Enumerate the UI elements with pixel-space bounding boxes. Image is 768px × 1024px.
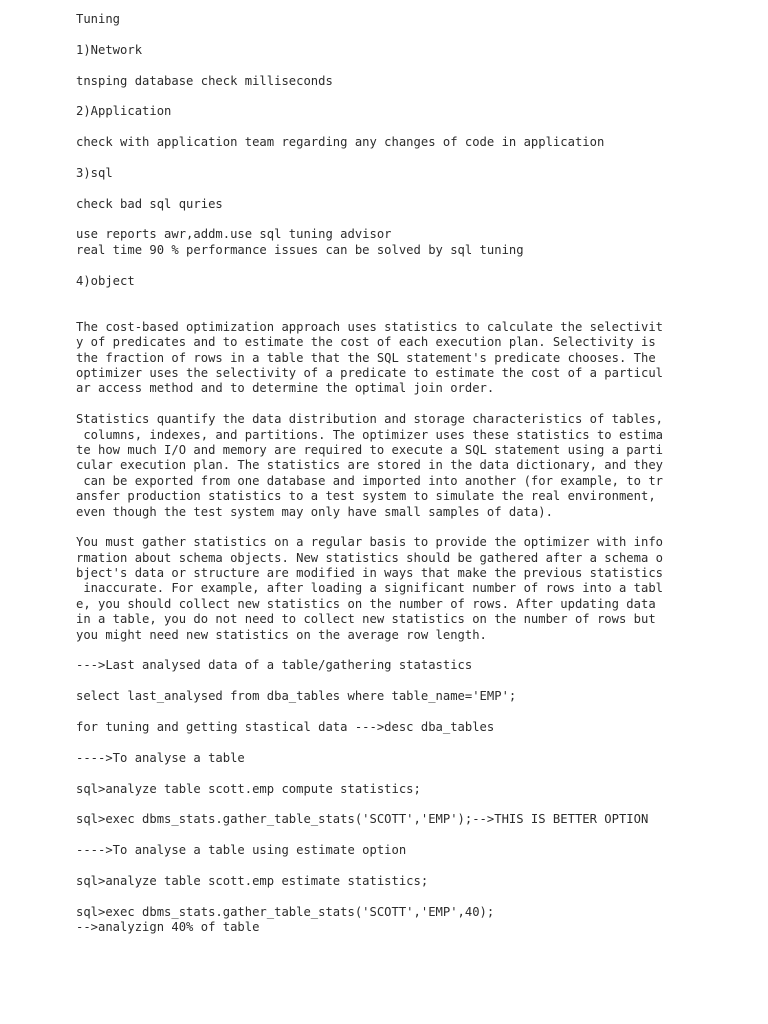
blank-line [76, 520, 756, 535]
blank-line [76, 735, 756, 750]
network-note: tnsping database check milliseconds [76, 73, 333, 88]
stats-note: for tuning and getting stastical data --->desc dba_tables [76, 719, 495, 734]
blank-line [76, 674, 756, 689]
paragraph-cbo-line: ar access method and to determine the optimal join order. [76, 381, 495, 396]
paragraph-statistics-line: even though the test system may only have small samples of data). [76, 504, 553, 519]
blank-line [76, 27, 756, 42]
reports-line: use reports awr,addm.use sql tuning advisor [76, 227, 392, 242]
blank-line [76, 705, 756, 720]
section-network: 1)Network [76, 42, 143, 57]
paragraph-gather-line: rmation about schema objects. New statistics should be gathered after a schema o [76, 550, 663, 565]
paragraph-gather-line: e, you should collect new statistics on the number of rows. After updating data [76, 596, 656, 611]
estimate-command: sql>analyze table scott.emp estimate statistics; [76, 873, 429, 888]
document-page [76, 12, 756, 935]
blank-line [76, 766, 756, 781]
paragraph-statistics-line: ansfer production statistics to a test system to simulate the real environment, [76, 489, 656, 504]
blank-line [76, 643, 756, 658]
gather-estimate-command: sql>exec dbms_stats.gather_table_stats('SCOTT','EMP',40); [76, 904, 495, 919]
paragraph-statistics-line: columns, indexes, and partitions. The optimizer uses these statistics to estima [76, 427, 663, 442]
blank-line [76, 858, 756, 873]
blank-line [76, 828, 756, 843]
paragraph-cbo-line: the fraction of rows in a table that the SQL statement's predicate chooses. The [76, 350, 656, 365]
paragraph-gather-line: in a table, you do not need to collect new statistics on the number of rows but [76, 612, 656, 627]
paragraph-statistics-line: te how much I/O and memory are required to execute a SQL statement using a parti [76, 442, 663, 457]
blank-line [76, 797, 756, 812]
section-sql: 3)sql [76, 165, 113, 180]
last-analysed-heading: --->Last analysed data of a table/gathering statastics [76, 658, 473, 673]
application-note: check with application team regarding any changes of code in application [76, 135, 605, 150]
blank-line [76, 58, 756, 73]
gather-stats-command: sql>exec dbms_stats.gather_table_stats('SCOTT','EMP');-->THIS IS BETTER OPTION [76, 812, 649, 827]
blank-line [76, 889, 756, 904]
blank-line [76, 258, 756, 273]
analyse-command: sql>analyze table scott.emp compute statistics; [76, 781, 421, 796]
sql-note: check bad sql quries [76, 196, 223, 211]
section-application: 2)Application [76, 104, 172, 119]
blank-line [76, 89, 756, 104]
last-analysed-query: select last_analysed from dba_tables where table_name='EMP'; [76, 689, 517, 704]
blank-line [76, 289, 756, 304]
blank-line [76, 304, 756, 319]
paragraph-cbo-line: y of predicates and to estimate the cost of each execution plan. Selectivity is [76, 335, 656, 350]
analyse-heading: ---->To analyse a table [76, 750, 245, 765]
section-object: 4)object [76, 273, 135, 288]
estimate-heading: ---->To analyse a table using estimate option [76, 843, 407, 858]
blank-line [76, 397, 756, 412]
paragraph-gather-line: inaccurate. For example, after loading a significant number of rows into a tabl [76, 581, 663, 596]
paragraph-gather-line: you might need new statistics on the average row length. [76, 627, 487, 642]
blank-line [76, 212, 756, 227]
paragraph-statistics-line: Statistics quantify the data distribution and storage characteristics of tables, [76, 412, 663, 427]
paragraph-gather-line: You must gather statistics on a regular basis to provide the optimizer with info [76, 535, 663, 550]
paragraph-statistics-line: cular execution plan. The statistics are stored in the data dictionary, and they [76, 458, 663, 473]
blank-line [76, 151, 756, 166]
paragraph-cbo-line: The cost-based optimization approach uses statistics to calculate the selectivit [76, 319, 663, 334]
paragraph-statistics-line: can be exported from one database and imported into another (for example, to tr [76, 473, 663, 488]
reports-line: real time 90 % performance issues can be solved by sql tuning [76, 242, 524, 257]
paragraph-cbo-line: optimizer uses the selectivity of a predicate to estimate the cost of a particul [76, 365, 663, 380]
gather-estimate-note: -->analyzign 40% of table [76, 920, 260, 935]
paragraph-gather-line: bject's data or structure are modified in ways that make the previous statistics [76, 566, 663, 581]
blank-line [76, 181, 756, 196]
document-heading: Tuning [76, 12, 121, 26]
blank-line [76, 120, 756, 135]
